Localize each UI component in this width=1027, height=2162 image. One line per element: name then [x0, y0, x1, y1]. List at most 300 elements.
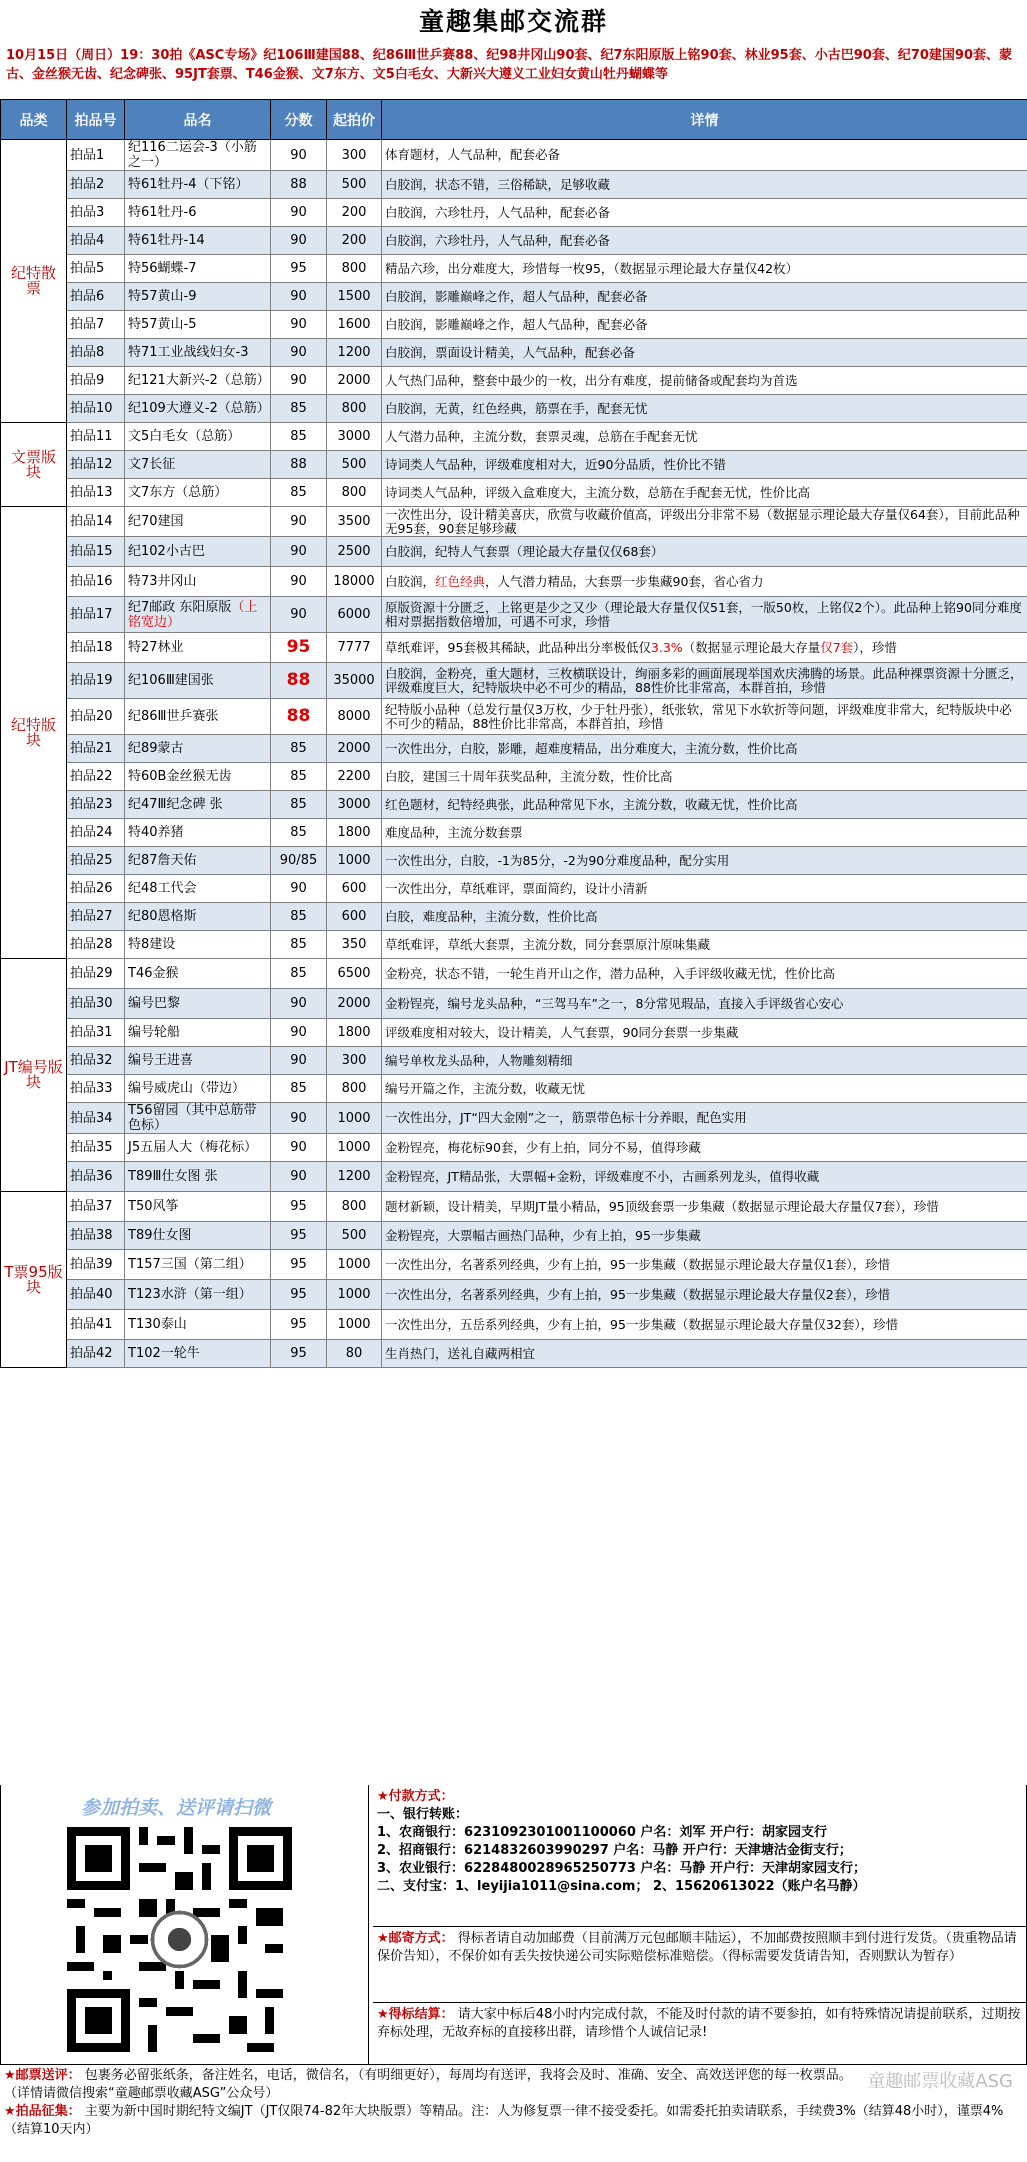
lot-start-price: 35000: [327, 663, 382, 699]
category-cell: 纪特散票: [1, 140, 67, 423]
lot-grade: 90: [271, 339, 327, 367]
qr-caption: 参加拍卖、送评请扫微: [81, 1797, 272, 1819]
lot-grade: 85: [271, 819, 327, 847]
lot-name: T157三国（第二组）: [125, 1250, 271, 1280]
settlement-section: [373, 2003, 1027, 2065]
lot-detail-highlight: 仅7套: [820, 639, 854, 655]
table-row: [1, 847, 1027, 875]
settlement-text: 请大家中标后48小时内完成付款，不能及时付款的请不要参拍，如有特殊情况请提前联系，过期按弃标处理，无故弃标的直接移出群，请珍惜个人诚信记录!: [377, 2007, 1021, 2040]
lot-name: J5五届人大（梅花标）: [125, 1134, 271, 1162]
lot-start-price: 350: [327, 931, 382, 959]
lot-start-price: 1500: [327, 283, 382, 311]
payment-line: 3、农业银行：6228480028965250773 户名：马静 开户行：天津胡家园支行；: [377, 1861, 866, 1876]
lot-number: 拍品6: [67, 283, 125, 311]
lot-detail: 编号单枚龙头品种，人物雕刻精细: [382, 1047, 1027, 1075]
table-row: [1, 311, 1027, 339]
lot-number: 拍品37: [67, 1192, 125, 1222]
lot-name: 特57黄山-9: [125, 283, 271, 311]
lot-grade: 88: [271, 451, 327, 479]
lot-start-price: 600: [327, 903, 382, 931]
col-category: 品类: [1, 100, 67, 140]
lot-name: T50风筝: [125, 1192, 271, 1222]
lot-grade: 85: [271, 959, 327, 989]
lot-name: 纪109大遵义-2（总筋）: [125, 395, 271, 423]
lot-number: 拍品25: [67, 847, 125, 875]
lot-number: 拍品22: [67, 763, 125, 791]
table-row: [1, 227, 1027, 255]
info-panel: [0, 1785, 1027, 2065]
lot-detail: 一次性出分，白胶，-1为85分，-2为90分难度品种，配分实用: [382, 847, 1027, 875]
table-row: [1, 423, 1027, 451]
lot-number: 拍品34: [67, 1103, 125, 1134]
lot-detail: 原版资源十分匮乏，上铭更是少之又少（理论最大存量仅仅51套，一版50枚，上铭仅2个）。此品种上铭90同分难度相对票据指数倍增加，可遇不可求，珍惜: [382, 597, 1027, 633]
terms-section: [373, 1785, 1027, 2065]
lot-number: 拍品1: [67, 140, 125, 171]
page-title: 童趣集邮交流群: [418, 7, 608, 36]
shipping-title: ★邮寄方式：: [377, 1931, 454, 1946]
table-row: [1, 1134, 1027, 1162]
lot-start-price: 80: [327, 1340, 382, 1368]
payment-section: [373, 1785, 1027, 1927]
lot-grade: 90: [271, 311, 327, 339]
lot-detail: 诗词类人气品种，评级难度相对大，近90分品质，性价比不错: [382, 451, 1027, 479]
table-row: [1, 819, 1027, 847]
lot-start-price: 1200: [327, 1162, 382, 1192]
lot-name: 特40养猪: [125, 819, 271, 847]
lot-number: 拍品2: [67, 171, 125, 199]
payment-line: 1、农商银行：6231092301001100060 户名：刘军 开户行：胡家园支行: [377, 1825, 827, 1840]
lot-start-price: 2500: [327, 537, 382, 567]
lot-name: T130泰山: [125, 1310, 271, 1340]
lot-grade: 85: [271, 479, 327, 507]
lot-name: 编号轮船: [125, 1019, 271, 1047]
lots-table: [0, 99, 1027, 1368]
lot-name-highlight: （上铭宽边）: [128, 599, 258, 630]
lot-number: 拍品24: [67, 819, 125, 847]
lot-number: 拍品27: [67, 903, 125, 931]
lot-number: 拍品38: [67, 1222, 125, 1250]
lot-grade: 95: [271, 1222, 327, 1250]
lot-grade: [271, 699, 327, 735]
lot-detail: 白胶润，六珍牡丹，人气品种，配套必备: [382, 227, 1027, 255]
table-row: [1, 1192, 1027, 1222]
lot-name: 特8建设: [125, 931, 271, 959]
table-row: [1, 1047, 1027, 1075]
lot-start-price: 1800: [327, 819, 382, 847]
lot-detail-text: ），珍惜: [853, 639, 897, 655]
lot-detail: 评级难度相对较大，设计精美，人气套票，90同分套票一步集藏: [382, 1019, 1027, 1047]
lot-start-price: 2000: [327, 367, 382, 395]
lot-detail: 白胶润，票面设计精美，人气品种，配套必备: [382, 339, 1027, 367]
lot-detail-text: 草纸难评，95套极其稀缺，此品种出分率极低仅: [385, 639, 651, 655]
table-row: [1, 597, 1027, 633]
lot-detail: 白胶润，影雕巅峰之作，超人气品种，配套必备: [382, 311, 1027, 339]
lot-detail: 金粉锃亮，大票幅古画热门品种，少有上拍，95一步集藏: [382, 1222, 1027, 1250]
lot-name: 特61牡丹-6: [125, 199, 271, 227]
table-header-row: [1, 100, 1027, 140]
lot-name: T89仕女图: [125, 1222, 271, 1250]
table-row: [1, 1162, 1027, 1192]
mail-appraisal-label: ★邮票送评：: [4, 2068, 81, 2083]
lot-number: 拍品40: [67, 1280, 125, 1310]
lot-detail: 白胶润，六珍牡丹，人气品种，配套必备: [382, 199, 1027, 227]
table-row: [1, 763, 1027, 791]
table-row: [1, 959, 1027, 989]
category-cell: T票95版块: [1, 1192, 67, 1368]
table-row: [1, 633, 1027, 663]
col-name: 品名: [125, 100, 271, 140]
lot-number: 拍品4: [67, 227, 125, 255]
lot-number: 拍品12: [67, 451, 125, 479]
lot-start-price: 1000: [327, 1250, 382, 1280]
lot-start-price: 1000: [327, 1103, 382, 1134]
table-row: [1, 1340, 1027, 1368]
lot-detail: 难度品种，主流分数套票: [382, 819, 1027, 847]
table-row: [1, 903, 1027, 931]
lot-grade: 90: [271, 1134, 327, 1162]
lot-grade: 90/85: [271, 847, 327, 875]
col-lot-no: 拍品号: [67, 100, 125, 140]
lot-name: T46金猴: [125, 959, 271, 989]
settlement-title: ★得标结算：: [377, 2007, 454, 2022]
lot-detail: 一次性出分，JT“四大金刚”之一，筋票带色标十分养眼，配色实用: [382, 1103, 1027, 1134]
shipping-section: [373, 1927, 1027, 2003]
lot-detail-highlight: 红色经典: [435, 573, 486, 589]
lot-name: 纪47Ⅲ纪念碑 张: [125, 791, 271, 819]
lot-start-price: 500: [327, 171, 382, 199]
lot-detail-highlight: 3.3%: [650, 639, 683, 655]
table-row: [1, 791, 1027, 819]
col-grade: 分数: [271, 100, 327, 140]
lots-body: [1, 140, 1027, 1368]
lot-name-text: 纪7邮政 东阳原版: [128, 599, 232, 615]
lot-name: 纪70建国: [125, 507, 271, 537]
lot-grade: 85: [271, 1075, 327, 1103]
lot-grade: 90: [271, 283, 327, 311]
lot-detail: 草纸难评，草纸大套票，主流分数，同分套票原汁原味集藏: [382, 931, 1027, 959]
lot-grade: 85: [271, 423, 327, 451]
lot-name: 特61牡丹-4（下铭）: [125, 171, 271, 199]
consignment-text: 主要为新中国时期纪特文编JT（JT仅限74-82年大块版票）等精品。注：人为修复票一律不接受委托。如需委托拍卖请联系，手续费3%（结算48小时），谨票4%（结算10天内）: [4, 2104, 1004, 2137]
lot-start-price: 200: [327, 199, 382, 227]
table-row: [1, 255, 1027, 283]
lot-detail: 白胶，建国三十周年获奖品种，主流分数，性价比高: [382, 763, 1027, 791]
table-row: [1, 451, 1027, 479]
lot-start-price: 800: [327, 395, 382, 423]
lot-name: T123水浒（第一组）: [125, 1280, 271, 1310]
lot-start-price: 7777: [327, 633, 382, 663]
lot-name: 纪116二运会-3（小筋之一）: [125, 140, 271, 171]
lot-start-price: 3000: [327, 791, 382, 819]
lot-number: 拍品17: [67, 597, 125, 633]
lot-number: 拍品41: [67, 1310, 125, 1340]
lot-grade: 85: [271, 791, 327, 819]
lot-name: 编号威虎山（带边）: [125, 1075, 271, 1103]
lot-grade: 85: [271, 931, 327, 959]
lot-detail: 生肖热门，送礼自藏两相宜: [382, 1340, 1027, 1368]
category-cell: 文票版块: [1, 423, 67, 507]
lot-detail: 金粉锃亮，编号龙头品种，“三驾马车”之一，8分常见瑕品，直接入手评级省心安心: [382, 989, 1027, 1019]
lot-grade: 95: [271, 255, 327, 283]
lot-start-price: 200: [327, 227, 382, 255]
lot-grade: 85: [271, 395, 327, 423]
lot-number: 拍品20: [67, 699, 125, 735]
lot-grade: 90: [271, 1047, 327, 1075]
lot-start-price: 800: [327, 479, 382, 507]
lot-number: 拍品10: [67, 395, 125, 423]
lot-detail: 一次性出分，名著系列经典，少有上拍，95一步集藏（数据显示理论最大存量仅2套），珍惜: [382, 1280, 1027, 1310]
lot-detail: 人气热门品种，整套中最少的一枚，出分有难度，提前储备或配套均为首选: [382, 367, 1027, 395]
lot-number: 拍品23: [67, 791, 125, 819]
lot-name: 特71工业战线妇女-3: [125, 339, 271, 367]
table-row: [1, 339, 1027, 367]
table-row: [1, 479, 1027, 507]
lot-name: [125, 597, 271, 633]
table-row: [1, 1250, 1027, 1280]
lot-start-price: 8000: [327, 699, 382, 735]
lot-start-price: 800: [327, 255, 382, 283]
lot-grade: 90: [271, 507, 327, 537]
lot-number: 拍品11: [67, 423, 125, 451]
lot-number: 拍品42: [67, 1340, 125, 1368]
table-row: [1, 1280, 1027, 1310]
lot-name: 特56蝴蝶-7: [125, 255, 271, 283]
col-start-price: 起拍价: [327, 100, 382, 140]
lot-name: T89Ⅲ仕女图 张: [125, 1162, 271, 1192]
lot-detail: 一次性出分，草纸难评，票面简约，设计小清新: [382, 875, 1027, 903]
table-row: [1, 507, 1027, 537]
lot-name: 纪48工代会: [125, 875, 271, 903]
lot-detail: 金粉亮，状态不错，一轮生肖开山之作，潜力品种，入手评级收藏无忧，性价比高: [382, 959, 1027, 989]
lot-start-price: 6500: [327, 959, 382, 989]
lot-start-price: 6000: [327, 597, 382, 633]
payment-line: 2、招商银行：6214832603990297 户名：马静 开户行：天津塘沽金街支行；: [377, 1843, 852, 1858]
lot-number: 拍品36: [67, 1162, 125, 1192]
table-row: [1, 699, 1027, 735]
lot-grade: 90: [271, 597, 327, 633]
wechat-watermark: 童趣邮票收藏ASG: [867, 2071, 1013, 2092]
lot-grade: 95: [271, 1192, 327, 1222]
table-row: [1, 537, 1027, 567]
lot-grade: 90: [271, 1019, 327, 1047]
lot-number: 拍品15: [67, 537, 125, 567]
lot-grade: 90: [271, 140, 327, 171]
lot-detail: 白胶润，状态不错，三俗稀缺，足够收藏: [382, 171, 1027, 199]
lot-grade-highlight: 88: [286, 669, 311, 690]
table-row: [1, 1075, 1027, 1103]
lot-detail: 白胶润，无黄，红色经典，筋票在手，配套无忧: [382, 395, 1027, 423]
lot-name: T56留园（其中总筋带色标）: [125, 1103, 271, 1134]
table-row: [1, 1310, 1027, 1340]
lot-name: 纪86Ⅲ世乒赛张: [125, 699, 271, 735]
lot-start-price: 3500: [327, 507, 382, 537]
lot-detail: 金粉锃亮，梅花标90套，少有上拍，同分不易，值得珍藏: [382, 1134, 1027, 1162]
lot-grade-highlight: 88: [286, 705, 311, 726]
lot-grade: 90: [271, 1162, 327, 1192]
lot-number: 拍品7: [67, 311, 125, 339]
lot-number: 拍品28: [67, 931, 125, 959]
lot-name: 纪87詹天佑: [125, 847, 271, 875]
lot-name: 特57黄山-5: [125, 311, 271, 339]
table-row: [1, 367, 1027, 395]
lot-name: 纪106Ⅲ建国张: [125, 663, 271, 699]
table-row: [1, 1019, 1027, 1047]
table-row: [1, 171, 1027, 199]
lot-number: 拍品31: [67, 1019, 125, 1047]
lot-detail: 一次性出分，设计精美喜庆，欣赏与收藏价值高，评级出分非常不易（数据显示理论最大存量仅64套），目前此品种无95套，90套足够珍藏: [382, 507, 1027, 537]
lot-number: 拍品8: [67, 339, 125, 367]
table-row: [1, 735, 1027, 763]
lot-start-price: 1000: [327, 1280, 382, 1310]
shipping-text: 得标者请自动加邮费（目前满万元包邮顺丰陆运），不加邮费按照顺丰到付进行发货。（贵重物品请保价告知），不保价如有丢失按快递公司实际赔偿标准赔偿。（得标需要发货请告知，否则默认为暂存）: [377, 1931, 1017, 1964]
lot-number: 拍品30: [67, 989, 125, 1019]
lot-grade: 90: [271, 567, 327, 597]
lot-name: 特73井冈山: [125, 567, 271, 597]
lot-detail: 诗词类人气品种，评级入盒难度大，主流分数，总筋在手配套无忧，性价比高: [382, 479, 1027, 507]
lot-grade: 90: [271, 537, 327, 567]
lot-number: 拍品3: [67, 199, 125, 227]
table-row: [1, 283, 1027, 311]
lot-grade: 95: [271, 1280, 327, 1310]
bank-transfer-label: 一、银行转账：: [377, 1807, 469, 1822]
lot-grade: 88: [271, 171, 327, 199]
lot-start-price: 1200: [327, 339, 382, 367]
table-row: [1, 140, 1027, 171]
table-row: [1, 931, 1027, 959]
lot-name: 特27林业: [125, 633, 271, 663]
lot-start-price: 1600: [327, 311, 382, 339]
lot-name: T102一轮牛: [125, 1340, 271, 1368]
table-row: [1, 875, 1027, 903]
lot-start-price: 1000: [327, 1310, 382, 1340]
lot-grade: 90: [271, 227, 327, 255]
lot-detail: 一次性出分，名著系列经典，少有上拍，95一步集藏（数据显示理论最大存量仅1套），珍惜: [382, 1250, 1027, 1280]
lot-grade: 95: [271, 1340, 327, 1368]
lot-name: 文5白毛女（总筋）: [125, 423, 271, 451]
table-row: [1, 395, 1027, 423]
lot-start-price: 1000: [327, 1134, 382, 1162]
lot-start-price: 600: [327, 875, 382, 903]
mail-appraisal-text: 包裹务必留张纸条，备注姓名，电话，微信名，（有明细更好），每周均有送评，我将会及时、准确、安全、高效送评您的每一枚票品。: [84, 2068, 852, 2083]
lot-detail-text: ，人气潜力精品，大套票一步集藏90套，省心省力: [485, 573, 764, 589]
lot-start-price: 1000: [327, 847, 382, 875]
lot-name: 纪121大新兴-2（总筋）: [125, 367, 271, 395]
lot-detail: 白胶，难度品种，主流分数，性价比高: [382, 903, 1027, 931]
lot-detail: 纪特版小品种（总发行量仅3万枚，少于牡丹张），纸张软，常见下水软折等问题，评级难度非常大，纪特版块中必不可少的精品，88性价比非常高，本群首拍，珍惜: [382, 699, 1027, 735]
lot-name: 特60B金丝猴无齿: [125, 763, 271, 791]
table-row: [1, 989, 1027, 1019]
lot-name: 编号王进喜: [125, 1047, 271, 1075]
lot-name: 文7长征: [125, 451, 271, 479]
lot-number: 拍品33: [67, 1075, 125, 1103]
lot-name: 特61牡丹-14: [125, 227, 271, 255]
lot-number: 拍品21: [67, 735, 125, 763]
lot-start-price: 18000: [327, 567, 382, 597]
lot-start-price: 500: [327, 451, 382, 479]
lot-start-price: 500: [327, 1222, 382, 1250]
lot-detail: 精品六珍，出分难度大，珍惜每一枚95，（数据显示理论最大存量仅42枚）: [382, 255, 1027, 283]
category-cell: 纪特版块: [1, 507, 67, 959]
lot-start-price: 1800: [327, 1019, 382, 1047]
lot-grade: 95: [271, 1310, 327, 1340]
lot-detail: 人气潜力品种，主流分数，套票灵魂，总筋在手配套无忧: [382, 423, 1027, 451]
lot-grade: 90: [271, 199, 327, 227]
lot-number: 拍品16: [67, 567, 125, 597]
table-row: [1, 1222, 1027, 1250]
lot-detail: 体育题材，人气品种，配套必备: [382, 140, 1027, 171]
table-row: [1, 663, 1027, 699]
lot-grade: 90: [271, 989, 327, 1019]
lot-start-price: 300: [327, 140, 382, 171]
lot-grade: 85: [271, 735, 327, 763]
lot-detail: 编号开篇之作，主流分数，收藏无忧: [382, 1075, 1027, 1103]
lot-number: 拍品9: [67, 367, 125, 395]
lot-grade: 90: [271, 875, 327, 903]
lot-number: 拍品26: [67, 875, 125, 903]
lot-detail: [382, 567, 1027, 597]
qr-section: [1, 1785, 369, 2065]
lot-name: 纪80恩格斯: [125, 903, 271, 931]
lot-grade: [271, 633, 327, 663]
lot-number: 拍品19: [67, 663, 125, 699]
lot-grade: 85: [271, 763, 327, 791]
lot-grade: 85: [271, 903, 327, 931]
lot-grade: 90: [271, 367, 327, 395]
consignment-label: ★拍品征集：: [4, 2104, 81, 2119]
lot-start-price: 800: [327, 1075, 382, 1103]
mail-appraisal-note: （详情请微信搜索“童趣邮票收藏ASG”公众号）: [4, 2086, 279, 2101]
payment-title: ★付款方式：: [377, 1789, 454, 1804]
lot-name: 编号巴黎: [125, 989, 271, 1019]
col-detail: 详情: [382, 100, 1027, 140]
lot-detail-text: （数据显示理论最大存量: [682, 639, 821, 655]
lot-start-price: 3000: [327, 423, 382, 451]
category-cell: JT编号版块: [1, 959, 67, 1192]
auction-announcement: 10月15日（周日）19：30拍《ASC专场》纪106Ⅲ建国88、纪86Ⅲ世乒赛88、纪98井冈山90套、纪7东阳原版上铭90套、林业95套、小古巴90套、纪70建国90套、蒙古、金丝猴无齿、纪念碑张、95JT套票、T46金猴、文7东方、文5白毛女、大新兴大遵义工业妇女黄山牡丹蝴蝶等: [6, 48, 1012, 82]
lot-number: 拍品18: [67, 633, 125, 663]
lot-number: 拍品32: [67, 1047, 125, 1075]
lot-start-price: 800: [327, 1192, 382, 1222]
lot-detail: 一次性出分，五岳系列经典，少有上拍，95一步集藏（数据显示理论最大存量仅32套），珍惜: [382, 1310, 1027, 1340]
lot-detail: 白胶润，纪特人气套票（理论最大存量仅仅68套）: [382, 537, 1027, 567]
lot-detail: 一次性出分，白胶，影雕，超难度精品，出分难度大，主流分数，性价比高: [382, 735, 1027, 763]
table-row: [1, 199, 1027, 227]
lot-grade: 90: [271, 1103, 327, 1134]
lot-start-price: 2000: [327, 735, 382, 763]
lot-detail: 金粉锃亮，JT精品张，大票幅+金粉，评级难度不小，古画系列龙头，值得收藏: [382, 1162, 1027, 1192]
lot-name: 文7东方（总筋）: [125, 479, 271, 507]
lot-name: 纪89蒙古: [125, 735, 271, 763]
lot-detail-text: 白胶润，: [385, 573, 436, 589]
lot-grade-highlight: 95: [286, 636, 311, 657]
lot-number: 拍品5: [67, 255, 125, 283]
lot-detail: [382, 633, 1027, 663]
lot-number: 拍品39: [67, 1250, 125, 1280]
lot-detail: 红色题材，纪特经典张，此品种常见下水，主流分数，收藏无忧，性价比高: [382, 791, 1027, 819]
lot-grade: [271, 663, 327, 699]
lot-number: 拍品35: [67, 1134, 125, 1162]
lot-number: 拍品13: [67, 479, 125, 507]
lot-number: 拍品14: [67, 507, 125, 537]
table-row: [1, 1103, 1027, 1134]
lot-number: 拍品29: [67, 959, 125, 989]
lot-start-price: 300: [327, 1047, 382, 1075]
payment-line: 二、支付宝：1、leyijia1011@sina.com； 2、15620613022（账户名马静）: [377, 1879, 866, 1894]
lot-start-price: 2000: [327, 989, 382, 1019]
lot-name: 纪102小古巴: [125, 537, 271, 567]
lot-detail: 题材新颖，设计精美，早期JT量小精品，95顶级套票一步集藏（数据显示理论最大存量仅7套），珍惜: [382, 1192, 1027, 1222]
table-row: [1, 567, 1027, 597]
